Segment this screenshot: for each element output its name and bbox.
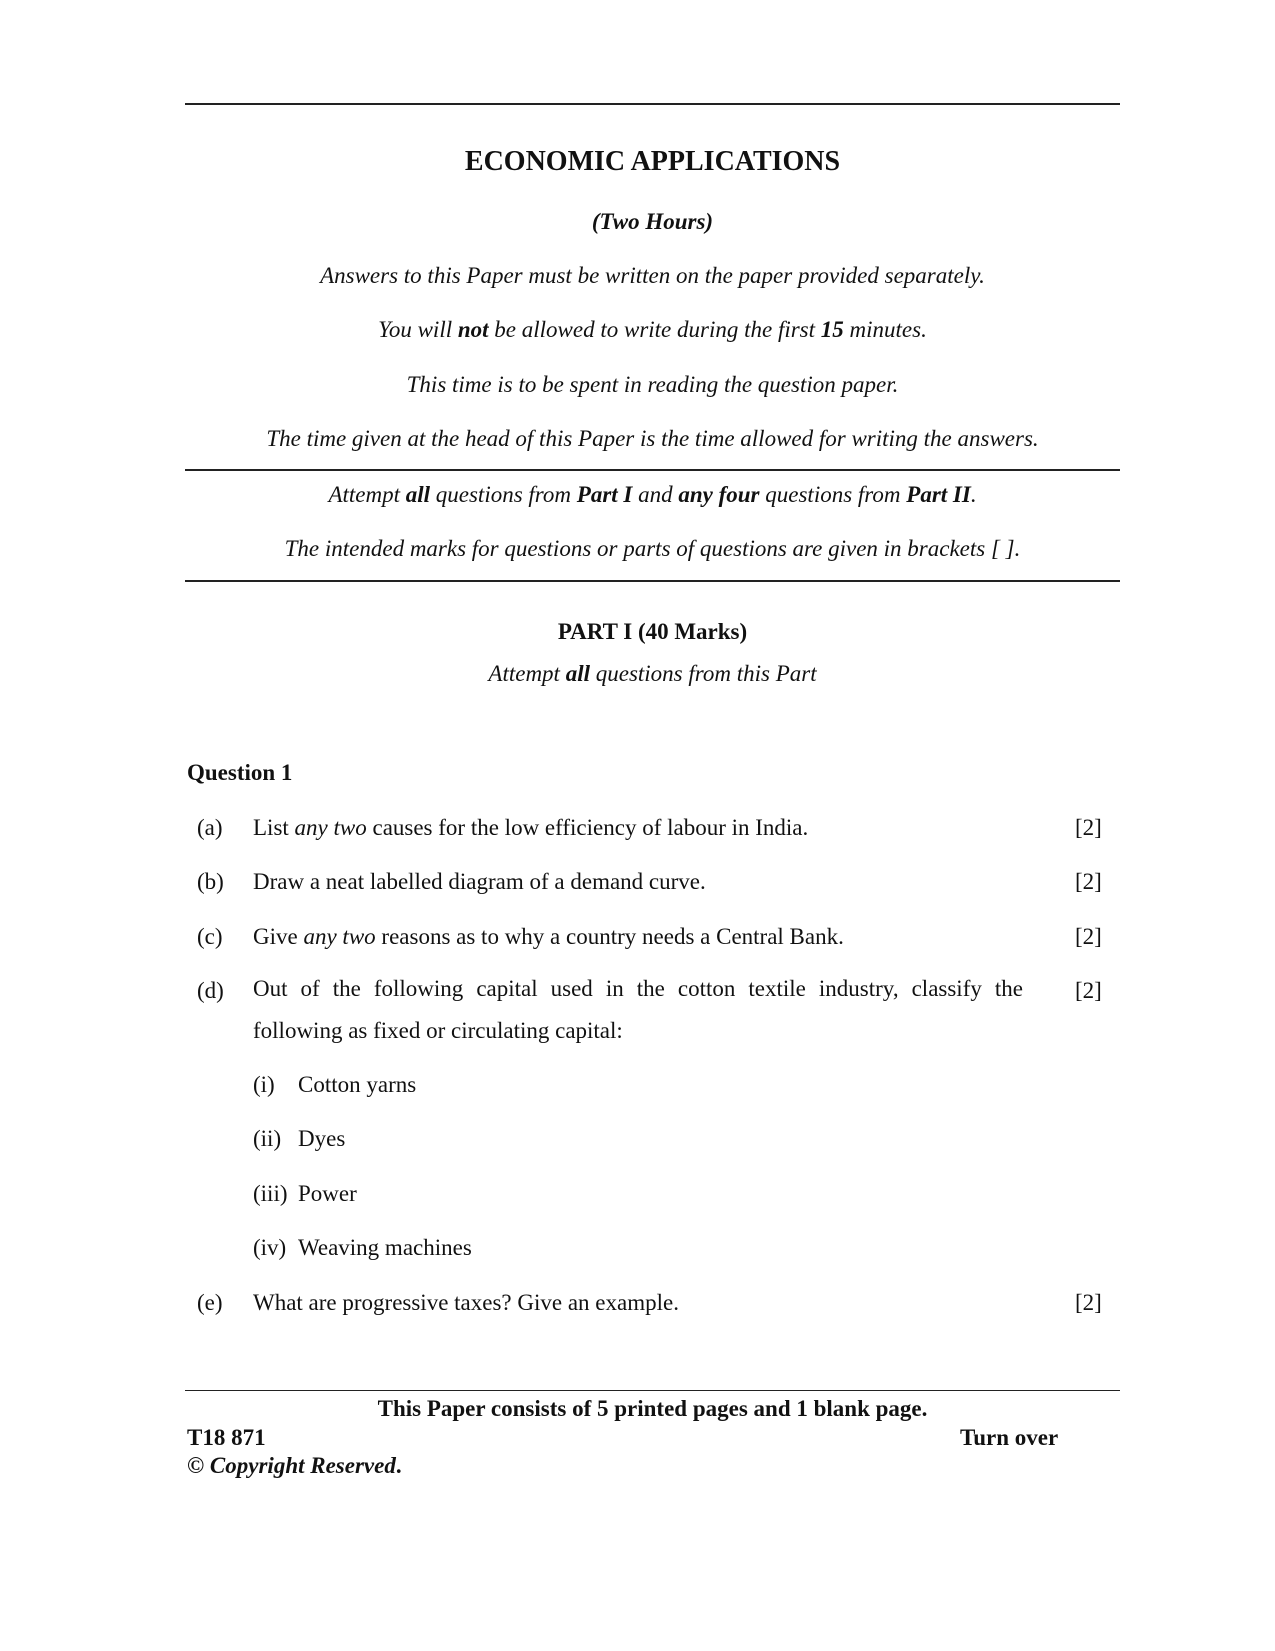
q1d-item-label: (iv) [253, 1235, 287, 1260]
q1a-text: List any two causes for the low efficiency of labour in India. [253, 815, 809, 840]
q1d-item-label: (ii) [253, 1126, 282, 1151]
footer-pages-wrap [185, 1396, 1120, 1422]
q1b-marks: [2] [1075, 869, 1102, 894]
q1d-item-label: (i) [253, 1072, 275, 1097]
q1c-marks: [2] [1075, 924, 1102, 949]
q1d-text: Out of the following capital used in the cotton textile industry, classify the following as fixed or circulating capital: [253, 976, 1023, 1043]
attempt-line-1: Attempt all questions from Part I and any four questions from Part II. [328, 482, 977, 507]
q1d-item-text: Weaving machines [298, 1235, 472, 1260]
q1d-label: (d) [197, 978, 224, 1003]
q1d-item-label: (iii) [253, 1181, 288, 1206]
q1e-text: What are progressive taxes? Give an example. [253, 1290, 679, 1315]
q1d-item-text: Cotton yarns [298, 1072, 417, 1097]
q1b-label: (b) [197, 869, 224, 894]
footer-rule [185, 1390, 1120, 1391]
paper-title: ECONOMIC APPLICATIONS [464, 146, 841, 177]
q1c-label: (c) [197, 924, 223, 949]
top-rule [185, 103, 1120, 105]
turn-over: Turn over [960, 1425, 1059, 1450]
attempt-line-2: The intended marks for questions or parts of questions are given in brackets [ ]. [284, 536, 1021, 561]
copyright-notice: © Copyright Reserved. [187, 1453, 402, 1478]
part1-heading: PART I (40 Marks) [557, 619, 748, 644]
instruction-line-4: The time given at the head of this Paper is the time allowed for writing the answers. [266, 426, 1039, 451]
footer-pages-note: This Paper consists of 5 printed pages and 1 blank page. [377, 1396, 928, 1421]
paper-duration: (Two Hours) [591, 209, 714, 234]
q1d-item-text: Dyes [298, 1126, 346, 1151]
q1d-marks: [2] [1075, 978, 1102, 1003]
q1a-label: (a) [197, 815, 223, 840]
q1a-marks: [2] [1075, 815, 1102, 840]
q1e-marks: [2] [1075, 1290, 1102, 1315]
q1e-label: (e) [197, 1290, 223, 1315]
q1b-text: Draw a neat labelled diagram of a demand curve. [253, 869, 706, 894]
part1-subheading: Attempt all questions from this Part [488, 661, 817, 686]
instructions-rule [185, 469, 1120, 471]
instruction-line-1: Answers to this Paper must be written on the paper provided separately. [320, 263, 985, 288]
q1d-item-text: Power [298, 1181, 357, 1206]
q1c-text: Give any two reasons as to why a country needs a Central Bank. [253, 924, 844, 949]
instruction-line-2: You will not be allowed to write during the first 15 minutes. [378, 317, 927, 342]
attempt-rule [185, 580, 1120, 582]
paper-code: T18 871 [187, 1425, 266, 1450]
question-1-heading: Question 1 [187, 760, 293, 785]
instruction-line-3: This time is to be spent in reading the question paper. [406, 372, 899, 397]
